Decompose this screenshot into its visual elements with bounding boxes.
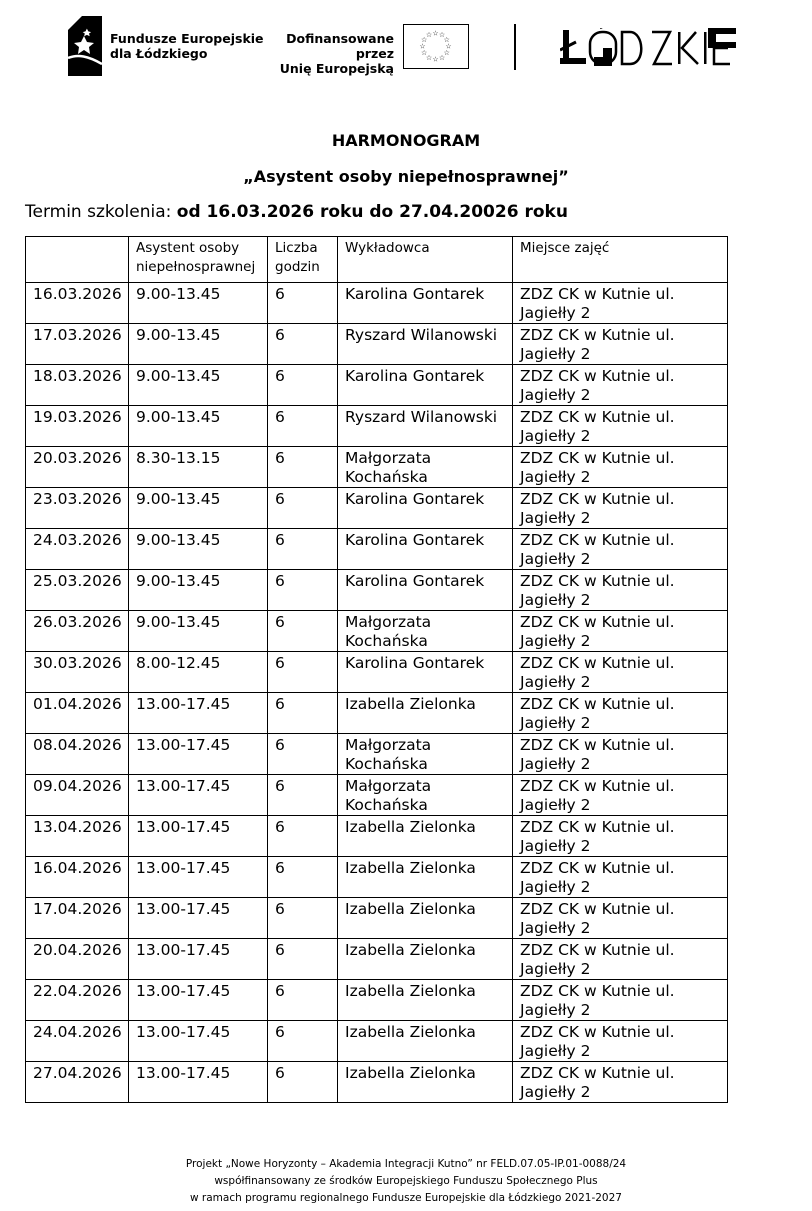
cell-lecturer: Izabella Zielonka — [338, 1021, 513, 1062]
cell-lecturer: Karolina Gontarek — [338, 529, 513, 570]
footer-line3: w ramach programu regionalnego Fundusze Europejskie dla Łódzkiego 2021-2027 — [190, 1192, 622, 1204]
cell-hours-range: 13.00-17.45 — [129, 857, 268, 898]
term-label: Termin szkolenia: — [25, 202, 177, 222]
cell-date: 17.03.2026 — [26, 324, 129, 365]
table-row — [26, 611, 728, 652]
fe-line2: dla Łódzkiego — [110, 46, 208, 61]
cell-date: 16.04.2026 — [26, 857, 129, 898]
cell-hours-count: 6 — [268, 529, 338, 570]
cell-date: 30.03.2026 — [26, 652, 129, 693]
cell-location: ZDZ CK w Kutnie ul. Jagiełły 2 — [513, 734, 728, 775]
cell-hours-count: 6 — [268, 775, 338, 816]
cell-location: ZDZ CK w Kutnie ul. Jagiełły 2 — [513, 775, 728, 816]
eu-star-icon: ☆ — [419, 42, 426, 51]
cell-date: 20.04.2026 — [26, 939, 129, 980]
eu-star-icon: ☆ — [425, 31, 433, 40]
footer-line1: Projekt „Nowe Horyzonty – Akademia Integracji Kutno” nr FELD.07.05-IP.01-0088/24 — [185, 1158, 627, 1170]
eu-star-icon: ☆ — [443, 49, 450, 57]
eu-star-icon: ☆ — [425, 53, 433, 62]
ue-logo-text — [266, 31, 394, 76]
document-subtitle: „Asystent osoby niepełnosprawnej” — [243, 167, 569, 186]
fe-logo-text — [110, 31, 264, 61]
term-value: od 16.03.2026 roku do 27.04.20026 roku — [176, 202, 568, 222]
table-row — [26, 570, 728, 611]
cell-date: 23.03.2026 — [26, 488, 129, 529]
table-row — [26, 980, 728, 1021]
cell-hours-count: 6 — [268, 980, 338, 1021]
fe-line1: Fundusze Europejskie — [110, 31, 264, 46]
cell-hours-count: 6 — [268, 447, 338, 488]
cell-date: 20.03.2026 — [26, 447, 129, 488]
column-header-date — [26, 237, 129, 283]
cell-hours-range: 13.00-17.45 — [129, 1021, 268, 1062]
table-row — [26, 324, 728, 365]
table-row — [26, 898, 728, 939]
cell-date: 18.03.2026 — [26, 365, 129, 406]
cell-location: ZDZ CK w Kutnie ul. Jagiełły 2 — [513, 693, 728, 734]
cell-location: ZDZ CK w Kutnie ul. Jagiełły 2 — [513, 365, 728, 406]
cell-date: 26.03.2026 — [26, 611, 129, 652]
cell-lecturer: Karolina Gontarek — [338, 283, 513, 324]
schedule-table — [25, 236, 728, 1103]
cell-lecturer: Izabella Zielonka — [338, 857, 513, 898]
table-row — [26, 775, 728, 816]
footer-line2: współfinansowany ze środków Europejskiego Funduszu Społecznego Plus — [214, 1175, 598, 1187]
column-header-lecturer: Wykładowca — [338, 237, 513, 283]
cell-hours-range: 9.00-13.45 — [129, 283, 268, 324]
cell-hours-count: 6 — [268, 570, 338, 611]
column-header-hours-range: Asystent osoby niepełnosprawnej — [129, 237, 268, 283]
table-row — [26, 652, 728, 693]
cell-hours-count: 6 — [268, 652, 338, 693]
table-row — [26, 488, 728, 529]
cell-lecturer: Małgorzata Kochańska — [338, 447, 513, 488]
cell-hours-range: 13.00-17.45 — [129, 1062, 268, 1103]
cell-location: ZDZ CK w Kutnie ul. Jagiełły 2 — [513, 898, 728, 939]
cell-hours-count: 6 — [268, 365, 338, 406]
cell-date: 25.03.2026 — [26, 570, 129, 611]
cell-location: ZDZ CK w Kutnie ul. Jagiełły 2 — [513, 324, 728, 365]
cell-lecturer: Ryszard Wilanowski — [338, 406, 513, 447]
cell-lecturer: Małgorzata Kochańska — [338, 611, 513, 652]
cell-lecturer: Izabella Zielonka — [338, 816, 513, 857]
cell-hours-range: 9.00-13.45 — [129, 611, 268, 652]
cell-hours-count: 6 — [268, 693, 338, 734]
cell-hours-range: 9.00-13.45 — [129, 488, 268, 529]
logo-divider — [514, 24, 516, 70]
eu-flag-icon — [403, 24, 469, 69]
cell-hours-count: 6 — [268, 324, 338, 365]
cell-location: ZDZ CK w Kutnie ul. Jagiełły 2 — [513, 406, 728, 447]
cell-lecturer: Ryszard Wilanowski — [338, 324, 513, 365]
eu-star-icon: ☆ — [421, 36, 428, 44]
table-row — [26, 365, 728, 406]
table-row — [26, 406, 728, 447]
cell-lecturer: Małgorzata Kochańska — [338, 734, 513, 775]
cell-location: ZDZ CK w Kutnie ul. Jagiełły 2 — [513, 570, 728, 611]
schedule-body — [26, 283, 728, 1103]
cell-hours-range: 13.00-17.45 — [129, 693, 268, 734]
cell-hours-range: 8.30-13.15 — [129, 447, 268, 488]
cell-location: ZDZ CK w Kutnie ul. Jagiełły 2 — [513, 652, 728, 693]
lodzkie-region-logo — [560, 28, 736, 68]
fundusze-europejskie-emblem-icon — [68, 16, 102, 76]
cell-date: 01.04.2026 — [26, 693, 129, 734]
cell-hours-range: 13.00-17.45 — [129, 734, 268, 775]
document-title: HARMONOGRAM — [331, 131, 481, 150]
cell-lecturer: Karolina Gontarek — [338, 365, 513, 406]
column-header-location: Miejsce zajęć — [513, 237, 728, 283]
table-row — [26, 529, 728, 570]
cell-location: ZDZ CK w Kutnie ul. Jagiełły 2 — [513, 980, 728, 1021]
cell-hours-range: 13.00-17.45 — [129, 980, 268, 1021]
cell-hours-count: 6 — [268, 898, 338, 939]
table-row — [26, 693, 728, 734]
cell-hours-count: 6 — [268, 857, 338, 898]
cell-hours-range: 8.00-12.45 — [129, 652, 268, 693]
cell-hours-count: 6 — [268, 939, 338, 980]
cell-lecturer: Karolina Gontarek — [338, 652, 513, 693]
cell-lecturer: Izabella Zielonka — [338, 980, 513, 1021]
cell-date: 19.03.2026 — [26, 406, 129, 447]
cell-hours-range: 13.00-17.45 — [129, 939, 268, 980]
eu-star-icon: ☆ — [443, 36, 450, 44]
cell-hours-count: 6 — [268, 1021, 338, 1062]
table-row — [26, 1062, 728, 1103]
cell-hours-range: 13.00-17.45 — [129, 898, 268, 939]
cell-hours-count: 6 — [268, 406, 338, 447]
table-row — [26, 816, 728, 857]
cell-location: ZDZ CK w Kutnie ul. Jagiełły 2 — [513, 447, 728, 488]
cell-date: 17.04.2026 — [26, 898, 129, 939]
cell-date: 24.03.2026 — [26, 529, 129, 570]
cell-lecturer: Izabella Zielonka — [338, 693, 513, 734]
eu-star-icon: ☆ — [445, 42, 452, 51]
cell-lecturer: Izabella Zielonka — [338, 898, 513, 939]
cell-date: 27.04.2026 — [26, 1062, 129, 1103]
cell-hours-count: 6 — [268, 816, 338, 857]
table-row — [26, 734, 728, 775]
column-header-hours-count: Liczba godzin — [268, 237, 338, 283]
cell-hours-range: 9.00-13.45 — [129, 365, 268, 406]
cell-date: 24.04.2026 — [26, 1021, 129, 1062]
training-term — [25, 202, 568, 222]
cell-hours-count: 6 — [268, 1062, 338, 1103]
cell-location: ZDZ CK w Kutnie ul. Jagiełły 2 — [513, 611, 728, 652]
cell-hours-range: 13.00-17.45 — [129, 816, 268, 857]
project-footer — [0, 1156, 812, 1207]
cell-hours-range: 9.00-13.45 — [129, 529, 268, 570]
cell-hours-count: 6 — [268, 283, 338, 324]
table-row — [26, 1021, 728, 1062]
cell-location: ZDZ CK w Kutnie ul. Jagiełły 2 — [513, 816, 728, 857]
table-header-row — [26, 237, 728, 283]
cell-lecturer: Izabella Zielonka — [338, 939, 513, 980]
cell-hours-count: 6 — [268, 611, 338, 652]
cell-date: 16.03.2026 — [26, 283, 129, 324]
cell-hours-range: 13.00-17.45 — [129, 775, 268, 816]
cell-location: ZDZ CK w Kutnie ul. Jagiełły 2 — [513, 939, 728, 980]
ue-line2: Unię Europejską — [279, 61, 394, 76]
cell-hours-range: 9.00-13.45 — [129, 406, 268, 447]
logo-bar — [0, 14, 812, 78]
cell-location: ZDZ CK w Kutnie ul. Jagiełły 2 — [513, 857, 728, 898]
cell-hours-count: 6 — [268, 488, 338, 529]
eu-star-icon: ☆ — [432, 29, 439, 38]
cell-lecturer: Małgorzata Kochańska — [338, 775, 513, 816]
eu-star-icon: ☆ — [421, 49, 428, 57]
table-row — [26, 283, 728, 324]
cell-date: 13.04.2026 — [26, 816, 129, 857]
eu-star-icon: ☆ — [432, 55, 439, 64]
cell-location: ZDZ CK w Kutnie ul. Jagiełły 2 — [513, 283, 728, 324]
cell-hours-count: 6 — [268, 734, 338, 775]
cell-location: ZDZ CK w Kutnie ul. Jagiełły 2 — [513, 1021, 728, 1062]
cell-hours-range: 9.00-13.45 — [129, 324, 268, 365]
cell-lecturer: Karolina Gontarek — [338, 488, 513, 529]
cell-location: ZDZ CK w Kutnie ul. Jagiełły 2 — [513, 529, 728, 570]
table-row — [26, 447, 728, 488]
cell-lecturer: Karolina Gontarek — [338, 570, 513, 611]
eu-star-icon: ☆ — [438, 31, 446, 40]
table-row — [26, 857, 728, 898]
table-row — [26, 939, 728, 980]
cell-location: ZDZ CK w Kutnie ul. Jagiełły 2 — [513, 488, 728, 529]
cell-lecturer: Izabella Zielonka — [338, 1062, 513, 1103]
cell-hours-range: 9.00-13.45 — [129, 570, 268, 611]
cell-date: 08.04.2026 — [26, 734, 129, 775]
cell-date: 22.04.2026 — [26, 980, 129, 1021]
ue-line1: Dofinansowane przez — [286, 31, 394, 61]
eu-star-icon: ☆ — [438, 53, 446, 62]
cell-location: ZDZ CK w Kutnie ul. Jagiełły 2 — [513, 1062, 728, 1103]
cell-date: 09.04.2026 — [26, 775, 129, 816]
